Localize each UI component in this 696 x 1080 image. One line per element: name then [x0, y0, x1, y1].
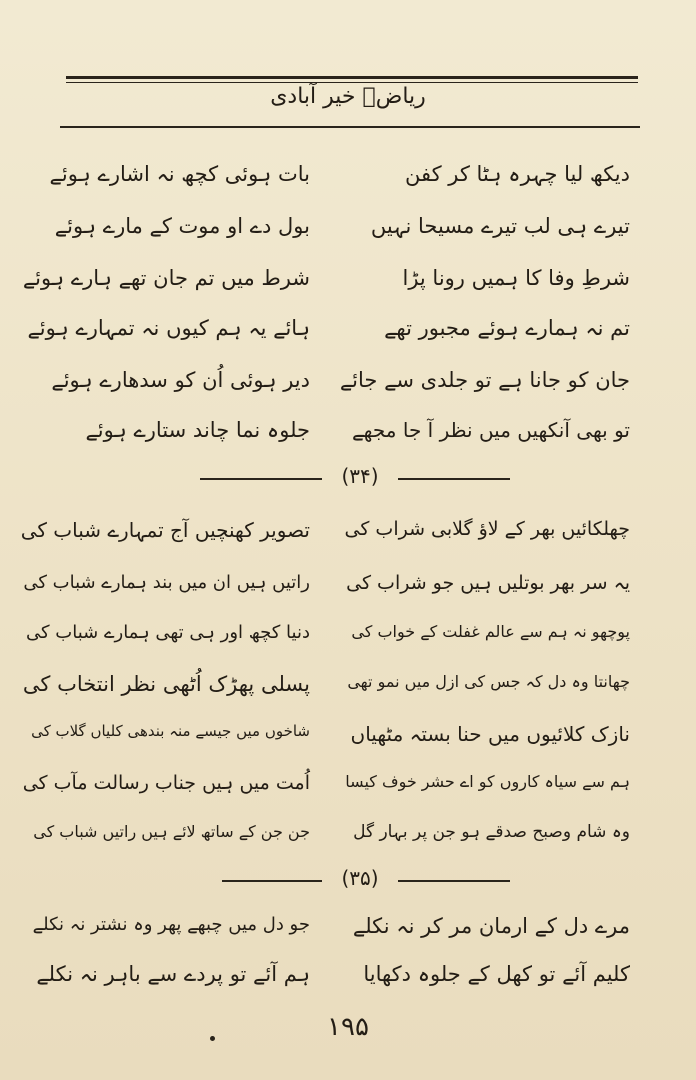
verse-left-14: جو دل میں چبھے پھر وہ نشتر نہ نکلے — [32, 914, 310, 935]
verse-right-3: شرطِ وفا کا ہمیں رونا پڑا — [402, 266, 630, 290]
ghazal-number-34: (۳۴) — [341, 464, 379, 488]
verse-left-1: بات ہوئی کچھ نہ اشارے ہوئے — [49, 162, 310, 186]
verse-right-10: چھانتا وہ دل کہ جس کی ازل میں نمو تھی — [347, 672, 630, 691]
top-rule-thin — [66, 82, 638, 83]
verse-right-8: یہ سر بھر بوتلیں ہیں جو شراب کی — [346, 572, 630, 594]
separator-line-left — [200, 478, 322, 480]
verse-right-5: جان کو جانا ہے تو جلدی سے جائے — [339, 368, 630, 392]
verse-left-4: ہائے یہ ہم کیوں نہ تمہارے ہوئے — [27, 316, 310, 340]
separator-line-right-2 — [398, 880, 510, 882]
top-rule-thick — [66, 76, 638, 79]
verse-right-12: ہم سے سیاہ کاروں کو اے حشر خوف کیسا — [345, 772, 630, 791]
verse-right-13: وہ شام وصبح صدقے ہو جن پر بہار گل — [353, 822, 630, 842]
verse-right-4: تم نہ ہمارے ہوئے مجبور تھے — [384, 316, 630, 340]
verse-right-1: دیکھ لیا چہرہ ہٹا کر کفن — [405, 162, 630, 186]
page-number: ۱۹۵ — [327, 1012, 369, 1042]
separator-line-left-2 — [222, 880, 322, 882]
verse-left-12: اُمت میں ہیں جناب رسالت مآب کی — [22, 772, 310, 794]
verse-left-7: تصویر کھنچیں آج تمہارے شباب کی — [20, 518, 310, 542]
verse-right-15: کلیم آئے تو کھل کے جلوہ دکھایا — [363, 962, 630, 986]
verse-left-5: دیر ہوئی اُن کو سدھارے ہوئے — [51, 368, 310, 392]
verse-right-9: پوچھو نہ ہم سے عالم غفلت کے خواب کی — [351, 622, 630, 641]
verse-left-10: پسلی پھڑک اُٹھی نظر انتخاب کی — [22, 672, 310, 696]
separator-line-right — [398, 478, 510, 480]
verse-right-14: مرے دل کے ارمان مر کر نہ نکلے — [352, 914, 630, 938]
ghazal-number-35: (۳۵) — [341, 866, 379, 890]
verse-left-15: ہم آئے تو پردے سے باہر نہ نکلے — [36, 962, 310, 986]
verse-left-3: شرط میں تم جان تھے ہارے ہوئے — [22, 266, 310, 290]
verse-right-2: تیرے ہی لب تیرے مسیحا نہیں — [370, 214, 630, 238]
verse-left-11: شاخوں میں جیسے منہ بندھی کلیاں گلاب کی — [31, 722, 310, 740]
verse-right-11: نازک کلائیوں میں حنا بستہ مٹھیاں — [350, 722, 630, 746]
verse-left-2: بول دے او موت کے مارے ہوئے — [54, 214, 310, 238]
verse-right-6: تو بھی آنکھیں میں نظر آ جا مجھے — [351, 418, 630, 442]
verse-left-8: راتیں ہیں ان میں بند ہمارے شباب کی — [23, 572, 310, 593]
verse-right-7: چھلکائیں بھر کے لاؤ گلابی شراب کی — [344, 518, 630, 540]
verse-left-6: جلوہ نما چاند ستارے ہوئے — [85, 418, 310, 442]
page-header-title: ریاضؔ خیر آبادی — [270, 84, 426, 109]
header-underline — [60, 126, 640, 128]
verse-left-13: جن جن کے ساتھ لائے ہیں راتیں شباب کی — [33, 822, 310, 841]
verse-left-9: دنیا کچھ اور ہی تھی ہمارے شباب کی — [26, 622, 310, 643]
